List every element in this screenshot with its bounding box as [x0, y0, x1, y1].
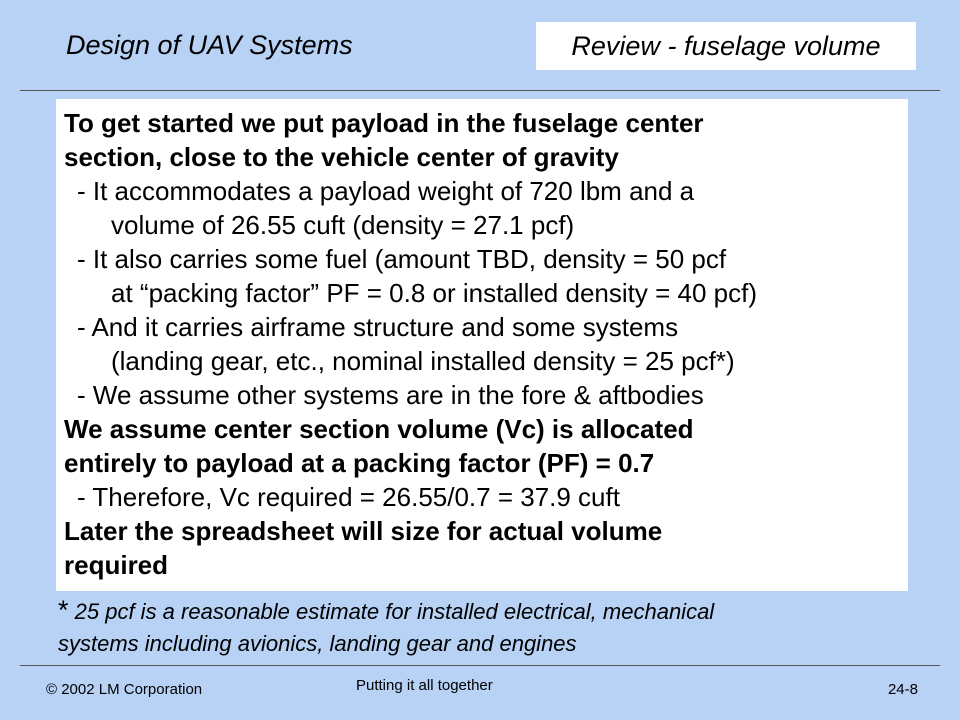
- footnote-line: 25 pcf is a reasonable estimate for installed electrical, mechanical: [74, 599, 715, 624]
- course-title: Design of UAV Systems: [66, 30, 353, 60]
- footer-divider: [20, 665, 940, 666]
- copyright: © 2002 LM Corporation: [46, 681, 203, 698]
- body-line: Later the spreadsheet will size for actual volume: [64, 516, 663, 546]
- slide-topic: Review - fuselage volume: [571, 30, 881, 61]
- body-line: section, close to the vehicle center of gravity: [64, 142, 619, 172]
- footer-section-title: Putting it all together: [356, 677, 493, 694]
- footnote-line: systems including avionics, landing gear and engines: [58, 631, 577, 656]
- body-line: (landing gear, etc., nominal installed density = 25 pcf*): [111, 346, 735, 376]
- footnote-marker: *: [58, 595, 69, 625]
- body-line: volume of 26.55 cuft (density = 27.1 pcf): [111, 210, 575, 240]
- body-line: entirely to payload at a packing factor (PF) = 0.7: [64, 448, 655, 478]
- page-number: 24-8: [887, 681, 918, 698]
- body-line: required: [64, 550, 169, 580]
- header-divider: [20, 90, 940, 91]
- content-box: [56, 99, 908, 591]
- body-line: - We assume other systems are in the fore & aftbodies: [77, 380, 704, 410]
- body-line: at “packing factor” PF = 0.8 or installed density = 40 pcf): [111, 278, 757, 308]
- body-line: - And it carries airframe structure and some systems: [77, 312, 679, 342]
- body-line: To get started we put payload in the fuselage center: [64, 108, 704, 138]
- body-line: - It accommodates a payload weight of 720 lbm and a: [77, 176, 695, 206]
- slide-topic-box: [536, 22, 916, 70]
- body-line: - It also carries some fuel (amount TBD, density = 50 pcf: [77, 244, 727, 274]
- body-line: We assume center section volume (Vc) is allocated: [64, 414, 694, 444]
- body-line: - Therefore, Vc required = 26.55/0.7 = 37.9 cuft: [77, 482, 620, 512]
- footnote: [58, 594, 918, 660]
